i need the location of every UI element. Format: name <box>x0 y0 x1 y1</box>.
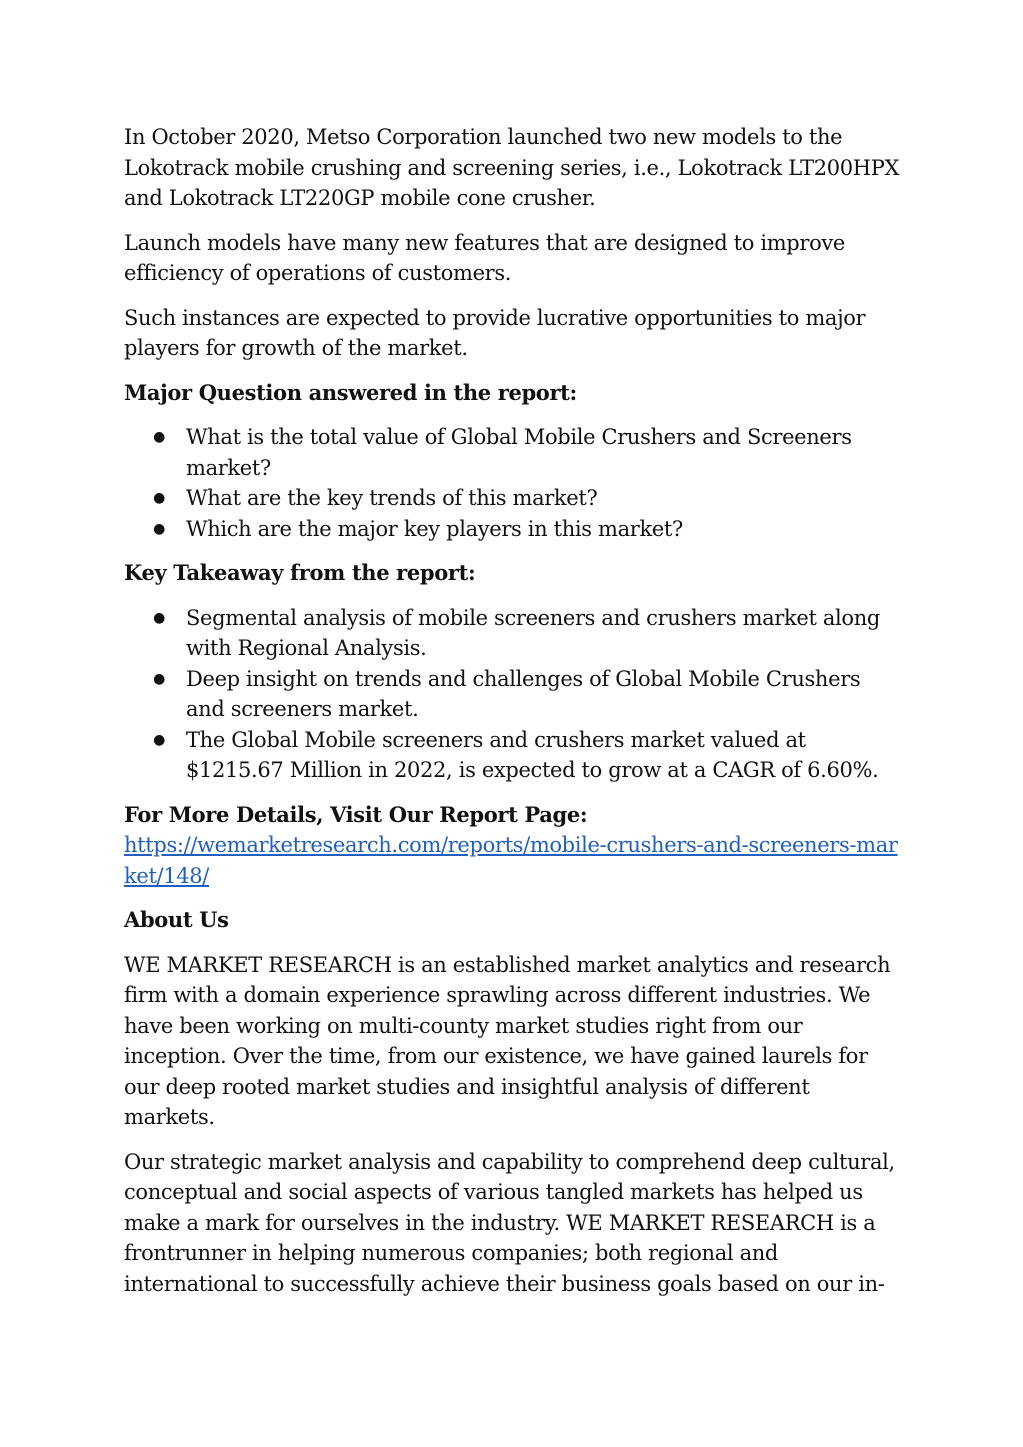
list-item-text: Deep insight on trends and challenges of Global Mobile Crushers and screeners market. <box>186 666 861 721</box>
bullet-dot-icon: ● <box>153 731 165 748</box>
list-item-text: The Global Mobile screeners and crushers market valued at $1215.67 Million in 2022, is expected to grow at a CAGR of 6.60%. <box>186 727 879 782</box>
about-heading: About Us <box>124 907 229 932</box>
list-item-text: What is the total value of Global Mobile Crushers and Screeners market? <box>186 425 852 480</box>
list-item <box>124 603 904 664</box>
report-page-link[interactable]: https://wemarketresearch.com/reports/mobile-crushers-and-screeners-market/148/ <box>124 833 898 888</box>
list-item <box>124 725 904 786</box>
intro-paragraph-3: Such instances are expected to provide lucrative opportunities to major players for growth of the market. <box>124 305 866 360</box>
bullet-dot-icon: ● <box>153 609 165 626</box>
takeaways-heading: Key Takeaway from the report: <box>124 560 476 585</box>
about-paragraph-1: WE MARKET RESEARCH is an established market analytics and research firm with a domain experience sprawling across different industries. We have been working on multi-county market studies right from our inception. Over the time, from our existence, we have gained laurels for our deep rooted market studies and insightful analysis of different markets. <box>124 952 891 1129</box>
questions-heading: Major Question answered in the report: <box>124 379 577 405</box>
list-item <box>124 664 904 725</box>
document-page <box>124 122 904 1313</box>
list-item <box>124 422 904 483</box>
details-block <box>124 800 904 892</box>
intro-paragraph-1: In October 2020, Metso Corporation launched two new models to the Lokotrack mobile crushing and screening series, i.e., Lokotrack LT200HPX and Lokotrack LT220GP mobile cone crusher. <box>124 125 900 210</box>
bullet-dot-icon: ● <box>153 670 165 687</box>
takeaways-list <box>124 603 904 786</box>
list-item-text: Which are the major key players in this market? <box>186 516 683 541</box>
bullet-dot-icon: ● <box>153 490 165 506</box>
list-item <box>124 483 904 514</box>
questions-list <box>124 422 904 544</box>
details-heading: For More Details, Visit Our Report Page: <box>124 801 588 827</box>
list-item-text: What are the key trends of this market? <box>186 486 598 510</box>
list-item-text: Segmental analysis of mobile screeners and crushers market along with Regional Analysis. <box>186 605 880 660</box>
intro-paragraph-2: Launch models have many new features that are designed to improve efficiency of operations of customers. <box>124 230 845 285</box>
bullet-dot-icon: ● <box>153 429 165 445</box>
list-item <box>124 514 904 545</box>
bullet-dot-icon: ● <box>153 520 165 537</box>
about-paragraph-2: Our strategic market analysis and capability to comprehend deep cultural, conceptual and social aspects of various tangled markets has helped us make a mark for ourselves in the industry. WE MARKET RESEARCH is a frontrunner in helping numerous companies; both regional and international to successfully achieve their business goals based on our in- <box>124 1149 895 1296</box>
